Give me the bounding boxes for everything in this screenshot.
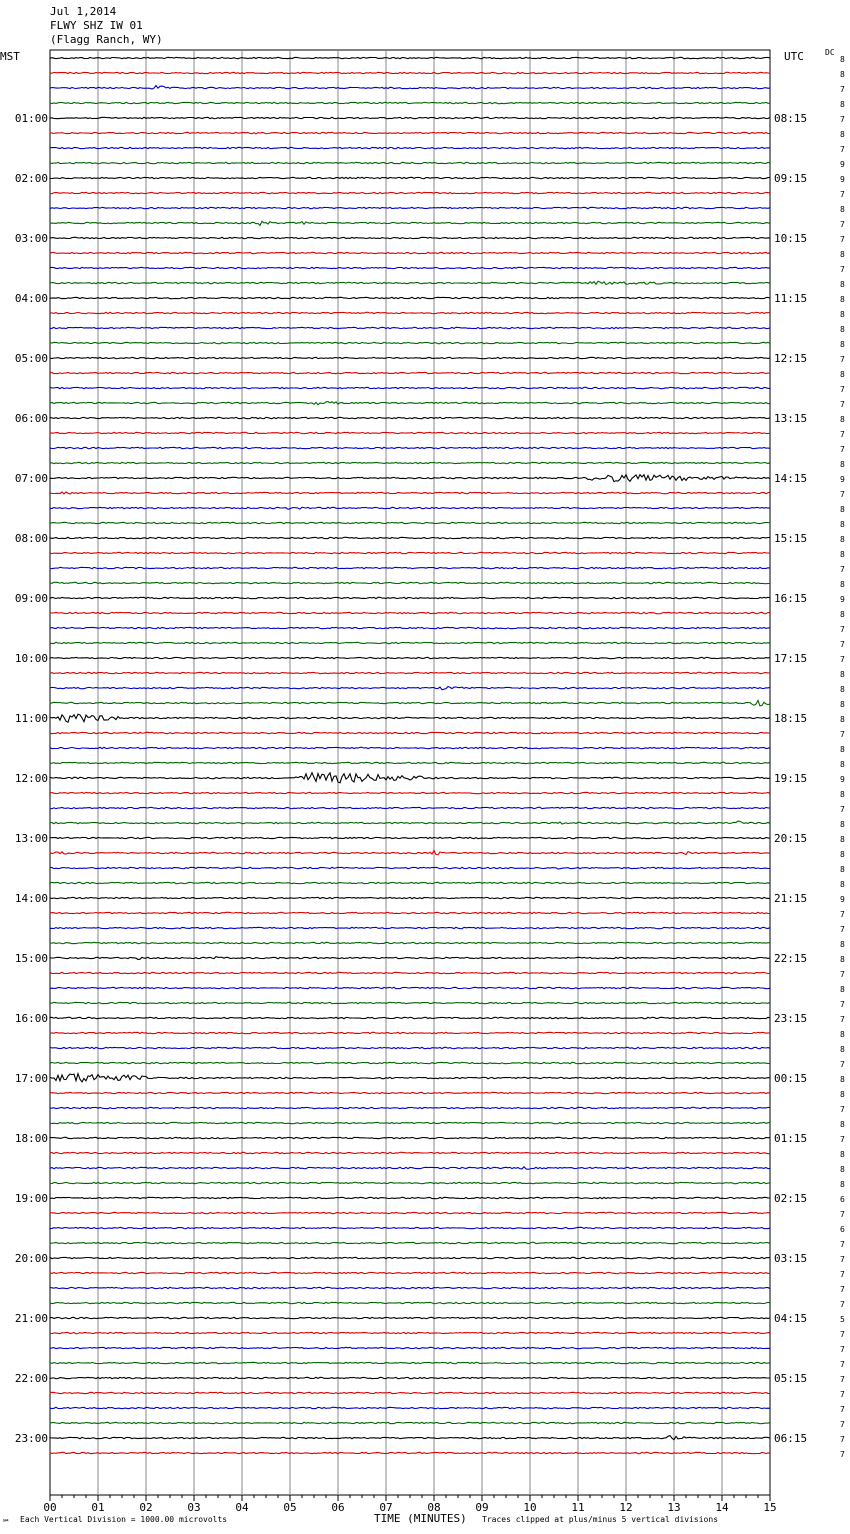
- dc-offset-label: 8: [840, 880, 845, 889]
- x-tick-label: 15: [763, 1501, 777, 1514]
- mst-hour-label: 05:00: [14, 352, 48, 365]
- seismic-trace: [50, 597, 770, 598]
- dc-offset-label: 7: [840, 1060, 845, 1069]
- mst-hour-label: 09:00: [14, 592, 48, 605]
- seismic-trace: [50, 1227, 770, 1228]
- utc-hour-label: 00:15: [774, 1072, 808, 1085]
- date-label: Jul 1,2014: [50, 5, 117, 18]
- seismic-trace: [50, 57, 770, 58]
- seismic-trace: [50, 612, 770, 614]
- dc-offset-label: 8: [840, 130, 845, 139]
- seismic-trace: [50, 102, 770, 103]
- dc-offset-label: 7: [840, 490, 845, 499]
- seismic-trace: [50, 192, 770, 193]
- x-tick-label: 00: [43, 1501, 57, 1514]
- seismic-trace: [50, 957, 770, 960]
- seismic-trace: [50, 1257, 770, 1258]
- seismic-trace: [50, 1317, 770, 1318]
- dc-offset-label: 8: [840, 685, 845, 694]
- dc-offset-label: 7: [840, 220, 845, 229]
- utc-hour-label: 18:15: [774, 712, 808, 725]
- seismic-trace: [50, 447, 770, 448]
- dc-offset-label: 7: [840, 1450, 845, 1459]
- seismic-trace: [50, 342, 770, 343]
- seismic-trace: [50, 1362, 770, 1363]
- dc-offset-label: 8: [840, 250, 845, 259]
- dc-offset-label: 7: [840, 640, 845, 649]
- dc-offset-label: 8: [840, 340, 845, 349]
- utc-hour-label: 17:15: [774, 652, 808, 665]
- plot-frame: [50, 50, 770, 1495]
- dc-offset-label: 8: [840, 55, 845, 64]
- seismic-trace: [50, 1062, 770, 1063]
- utc-hour-label: 02:15: [774, 1192, 808, 1205]
- dc-offset-label: 7: [840, 1330, 845, 1339]
- dc-offset-label: 7: [840, 1255, 845, 1264]
- seismic-trace: [50, 297, 770, 298]
- dc-offset-label: 6: [840, 1195, 845, 1204]
- dc-offset-label: 8: [840, 535, 845, 544]
- seismic-trace: [50, 237, 770, 238]
- seismic-trace: [50, 792, 770, 793]
- seismic-trace: [50, 327, 770, 328]
- dc-offset-label: 8: [840, 700, 845, 709]
- seismic-trace: [50, 1137, 770, 1138]
- x-tick-label: 14: [715, 1501, 729, 1514]
- dc-offset-label: 8: [840, 580, 845, 589]
- dc-offset-label: 7: [840, 430, 845, 439]
- seismic-trace: [50, 1407, 770, 1408]
- seismic-trace: [50, 387, 770, 388]
- utc-hour-label: 08:15: [774, 112, 808, 125]
- seismic-trace: [50, 1302, 770, 1303]
- mst-hour-label: 20:00: [14, 1252, 48, 1265]
- seismic-trace: [50, 851, 770, 855]
- seismic-trace: [50, 1212, 770, 1213]
- location-label: (Flagg Ranch, WY): [50, 33, 163, 46]
- seismic-trace: [50, 582, 770, 583]
- dc-offset-label: 8: [840, 370, 845, 379]
- dc-offset-label: 9: [840, 775, 845, 784]
- dc-offset-label: 7: [840, 385, 845, 394]
- dc-offset-label: 7: [840, 1390, 845, 1399]
- dc-offset-label: 8: [840, 505, 845, 514]
- seismic-trace: [50, 837, 770, 838]
- dc-offset-label: 8: [840, 1165, 845, 1174]
- dc-offset-label: 8: [840, 1090, 845, 1099]
- dc-offset-label: 7: [840, 655, 845, 664]
- dc-offset-label: 8: [840, 955, 845, 964]
- seismic-trace: [50, 537, 770, 538]
- seismic-trace: [50, 417, 770, 418]
- mst-hour-label: 06:00: [14, 412, 48, 425]
- dc-offset-label: 7: [840, 805, 845, 814]
- seismic-trace: [50, 773, 770, 783]
- seismic-trace: [50, 732, 770, 733]
- mst-label: MST: [0, 50, 20, 63]
- mst-hour-label: 11:00: [14, 712, 48, 725]
- seismic-trace: [50, 714, 770, 722]
- utc-hour-label: 06:15: [774, 1432, 808, 1445]
- dc-offset-label: 7: [840, 1285, 845, 1294]
- seismic-trace: [50, 1422, 770, 1423]
- seismic-trace: [50, 1436, 770, 1440]
- seismic-trace: [50, 462, 770, 463]
- dc-offset-label: 7: [840, 1105, 845, 1114]
- dc-offset-label: 7: [840, 970, 845, 979]
- seismic-trace: [50, 357, 770, 358]
- dc-offset-label: 7: [840, 1210, 845, 1219]
- dc-offset-label: 8: [840, 1150, 845, 1159]
- utc-hour-label: 11:15: [774, 292, 808, 305]
- dc-offset-label: 8: [840, 610, 845, 619]
- seismic-trace: [50, 475, 770, 482]
- mst-hour-label: 15:00: [14, 952, 48, 965]
- seismic-trace: [50, 86, 770, 90]
- x-tick-label: 10: [523, 1501, 537, 1514]
- dc-offset-label: 7: [840, 925, 845, 934]
- dc-offset-label: 8: [840, 865, 845, 874]
- mst-hour-label: 10:00: [14, 652, 48, 665]
- seismic-trace: [50, 642, 770, 643]
- utc-hour-label: 10:15: [774, 232, 808, 245]
- seismic-trace: [50, 281, 770, 284]
- seismic-trace: [50, 72, 770, 73]
- dc-label: DC: [825, 48, 835, 57]
- mst-hour-label: 07:00: [14, 472, 48, 485]
- seismic-trace: [50, 657, 770, 658]
- dc-offset-label: 8: [840, 1030, 845, 1039]
- seismic-trace: [50, 867, 770, 869]
- seismic-trace: [50, 177, 770, 178]
- seismic-trace: [50, 1452, 770, 1453]
- mst-hour-label: 13:00: [14, 832, 48, 845]
- dc-offset-label: 9: [840, 160, 845, 169]
- x-tick-label: 11: [571, 1501, 585, 1514]
- utc-hour-label: 12:15: [774, 352, 808, 365]
- seismic-trace: [50, 312, 770, 313]
- x-axis-label: TIME (MINUTES): [374, 1512, 467, 1525]
- mst-hour-label: 02:00: [14, 172, 48, 185]
- seismic-trace: [50, 1167, 770, 1170]
- utc-hour-label: 13:15: [774, 412, 808, 425]
- dc-offset-label: 8: [840, 670, 845, 679]
- utc-hour-label: 21:15: [774, 892, 808, 905]
- seismic-trace: [50, 402, 770, 405]
- seismic-trace: [50, 1002, 770, 1003]
- seismic-trace: [50, 972, 770, 973]
- seismic-trace: [50, 1242, 770, 1243]
- seismic-trace: [50, 552, 770, 553]
- utc-hour-label: 01:15: [774, 1132, 808, 1145]
- seismic-trace: [50, 882, 770, 883]
- utc-hour-label: 09:15: [774, 172, 808, 185]
- dc-offset-label: 7: [840, 1240, 845, 1249]
- mst-hour-label: 21:00: [14, 1312, 48, 1325]
- seismic-trace: [50, 672, 770, 673]
- corner-mark: ℠: [2, 1518, 11, 1527]
- mst-hour-label: 14:00: [14, 892, 48, 905]
- dc-offset-label: 8: [840, 835, 845, 844]
- dc-offset-label: 7: [840, 730, 845, 739]
- seismic-trace: [50, 1017, 770, 1018]
- dc-offset-label: 8: [840, 1075, 845, 1084]
- seismic-trace: [50, 221, 770, 225]
- dc-offset-label: 8: [840, 760, 845, 769]
- x-tick-label: 12: [619, 1501, 633, 1514]
- seismic-trace: [50, 1197, 770, 1198]
- x-tick-label: 08: [427, 1501, 441, 1514]
- dc-offset-label: 8: [840, 940, 845, 949]
- mst-hour-label: 04:00: [14, 292, 48, 305]
- seismic-trace: [50, 492, 770, 494]
- dc-offset-label: 8: [840, 985, 845, 994]
- utc-hour-label: 19:15: [774, 772, 808, 785]
- dc-offset-label: 6: [840, 1225, 845, 1234]
- seismic-trace: [50, 942, 770, 943]
- dc-offset-label: 8: [840, 1180, 845, 1189]
- dc-offset-label: 8: [840, 790, 845, 799]
- dc-offset-label: 8: [840, 100, 845, 109]
- dc-offset-label: 5: [840, 1315, 845, 1324]
- dc-offset-label: 8: [840, 715, 845, 724]
- seismic-trace: [50, 372, 770, 373]
- seismic-trace: [50, 162, 770, 163]
- utc-hour-label: 05:15: [774, 1372, 808, 1385]
- dc-offset-label: 7: [840, 85, 845, 94]
- dc-offset-label: 8: [840, 1045, 845, 1054]
- dc-offset-label: 7: [840, 1300, 845, 1309]
- utc-label: UTC: [784, 50, 804, 63]
- seismic-trace: [50, 1122, 770, 1123]
- x-tick-label: 09: [475, 1501, 489, 1514]
- dc-offset-label: 9: [840, 595, 845, 604]
- seismic-trace: [50, 1287, 770, 1288]
- seismic-trace: [50, 1047, 770, 1048]
- mst-hour-label: 01:00: [14, 112, 48, 125]
- x-tick-label: 13: [667, 1501, 681, 1514]
- utc-hour-label: 03:15: [774, 1252, 808, 1265]
- seismic-trace: [50, 1152, 770, 1153]
- x-tick-label: 07: [379, 1501, 393, 1514]
- seismic-trace: [50, 267, 770, 268]
- dc-offset-label: 7: [840, 355, 845, 364]
- x-tick-label: 04: [235, 1501, 249, 1514]
- seismic-trace: [50, 567, 770, 568]
- station-label: FLWY SHZ IW 01: [50, 19, 143, 32]
- mst-hour-label: 03:00: [14, 232, 48, 245]
- dc-offset-label: 7: [840, 190, 845, 199]
- seismic-trace: [50, 821, 770, 824]
- dc-offset-label: 7: [840, 445, 845, 454]
- dc-offset-label: 7: [840, 1270, 845, 1279]
- seismic-trace: [50, 207, 770, 208]
- dc-offset-label: 7: [840, 235, 845, 244]
- x-tick-label: 02: [139, 1501, 153, 1514]
- seismic-trace: [50, 912, 770, 913]
- dc-offset-label: 7: [840, 1360, 845, 1369]
- seismic-trace: [50, 1392, 770, 1393]
- mst-hour-label: 08:00: [14, 532, 48, 545]
- utc-hour-label: 14:15: [774, 472, 808, 485]
- seismic-trace: [50, 807, 770, 808]
- dc-offset-label: 7: [840, 1015, 845, 1024]
- dc-offset-label: 7: [840, 1000, 845, 1009]
- x-tick-label: 05: [283, 1501, 297, 1514]
- clip-note: Traces clipped at plus/minus 5 vertical divisions: [482, 1515, 719, 1524]
- dc-offset-label: 8: [840, 520, 845, 529]
- utc-hour-label: 22:15: [774, 952, 808, 965]
- mst-hour-label: 22:00: [14, 1372, 48, 1385]
- dc-offset-label: 7: [840, 1375, 845, 1384]
- x-tick-label: 06: [331, 1501, 345, 1514]
- dc-offset-label: 7: [840, 400, 845, 409]
- mst-hour-label: 18:00: [14, 1132, 48, 1145]
- seismic-trace: [50, 1107, 770, 1108]
- mst-hour-label: 16:00: [14, 1012, 48, 1025]
- seismic-trace: [50, 627, 770, 628]
- x-tick-label: 01: [91, 1501, 105, 1514]
- dc-offset-label: 7: [840, 115, 845, 124]
- seismic-trace: [50, 1032, 770, 1033]
- dc-offset-label: 7: [840, 265, 845, 274]
- dc-offset-label: 7: [840, 1435, 845, 1444]
- x-tick-label: 03: [187, 1501, 201, 1514]
- dc-offset-label: 8: [840, 820, 845, 829]
- seismic-trace: [50, 747, 770, 748]
- mst-hour-label: 12:00: [14, 772, 48, 785]
- utc-hour-label: 23:15: [774, 1012, 808, 1025]
- dc-offset-label: 8: [840, 295, 845, 304]
- seismic-trace: [50, 507, 770, 509]
- seismic-trace: [50, 1182, 770, 1183]
- dc-offset-label: 8: [840, 550, 845, 559]
- seismic-trace: [50, 762, 770, 763]
- seismic-trace: [50, 1074, 770, 1082]
- dc-offset-label: 9: [840, 475, 845, 484]
- seismic-trace: [50, 117, 770, 118]
- seismic-trace: [50, 432, 770, 433]
- scale-note: Each Vertical Division = 1000.00 microvolts: [20, 1515, 228, 1524]
- mst-hour-label: 19:00: [14, 1192, 48, 1205]
- seismic-trace: [50, 701, 770, 706]
- seismic-trace: [50, 927, 770, 928]
- seismic-trace: [50, 1332, 770, 1333]
- dc-offset-label: 8: [840, 70, 845, 79]
- seismic-trace: [50, 987, 770, 988]
- seismic-trace: [50, 132, 770, 133]
- mst-hour-label: 23:00: [14, 1432, 48, 1445]
- seismic-trace: [50, 1092, 770, 1093]
- seismic-trace: [50, 522, 770, 523]
- seismic-trace: [50, 1272, 770, 1273]
- dc-offset-label: 8: [840, 745, 845, 754]
- dc-offset-label: 8: [840, 415, 845, 424]
- dc-offset-label: 7: [840, 1405, 845, 1414]
- dc-offset-label: 7: [840, 625, 845, 634]
- dc-offset-label: 7: [840, 910, 845, 919]
- dc-offset-label: 8: [840, 1120, 845, 1129]
- utc-hour-label: 04:15: [774, 1312, 808, 1325]
- dc-offset-label: 9: [840, 175, 845, 184]
- dc-offset-label: 9: [840, 895, 845, 904]
- dc-offset-label: 8: [840, 205, 845, 214]
- utc-hour-label: 15:15: [774, 532, 808, 545]
- dc-offset-label: 7: [840, 565, 845, 574]
- dc-offset-label: 7: [840, 1135, 845, 1144]
- dc-offset-label: 8: [840, 325, 845, 334]
- seismic-trace: [50, 252, 770, 253]
- utc-hour-label: 20:15: [774, 832, 808, 845]
- utc-hour-label: 16:15: [774, 592, 808, 605]
- seismic-trace: [50, 1377, 770, 1378]
- seismic-trace: [50, 147, 770, 148]
- dc-offset-label: 7: [840, 1420, 845, 1429]
- dc-offset-label: 8: [840, 280, 845, 289]
- mst-hour-label: 17:00: [14, 1072, 48, 1085]
- dc-offset-label: 8: [840, 850, 845, 859]
- seismic-trace: [50, 1347, 770, 1348]
- dc-offset-label: 7: [840, 1345, 845, 1354]
- seismic-trace: [50, 897, 770, 898]
- dc-offset-label: 8: [840, 310, 845, 319]
- seismic-trace: [50, 687, 770, 690]
- dc-offset-label: 8: [840, 460, 845, 469]
- dc-offset-label: 7: [840, 145, 845, 154]
